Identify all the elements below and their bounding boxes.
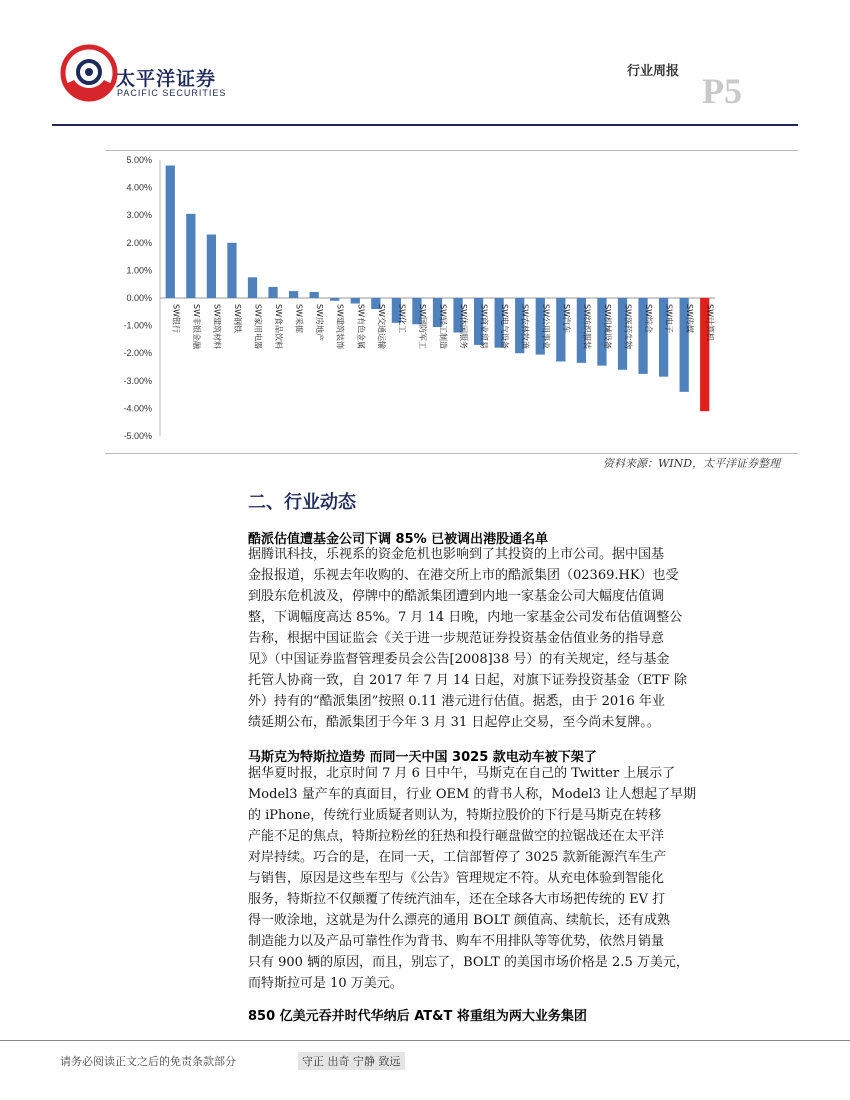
- news-line: 与销售，原因是这些车型与《公告》管理规定不符。从充电体验到智能化: [248, 871, 665, 886]
- x-category-label: SW有色金属: [356, 304, 366, 349]
- x-category-label: SW计算机: [705, 304, 715, 341]
- bar: [310, 292, 319, 298]
- bar: [186, 214, 195, 298]
- news-line: 外）持有的“酷派集团”按照 0.11 港元进行估值。据悉，由于 2016 年业: [248, 694, 665, 709]
- news-body-2: [248, 763, 793, 994]
- news-line: 据腾讯科技，乐视系的资金危机也影响到了其投资的上市公司。据中国基: [248, 547, 665, 562]
- footer-rule: [0, 1040, 850, 1041]
- x-category-label: SW化工: [397, 304, 407, 333]
- x-category-label: SW电子: [664, 304, 674, 333]
- x-category-label: SW纺织服装: [582, 304, 592, 349]
- x-category-label: SW商业贸易: [479, 304, 489, 349]
- x-category-label: SW公用事业: [541, 304, 551, 349]
- y-tick-label: 1.00%: [126, 265, 152, 276]
- news-line: 据华夏时报，北京时间 7 月 6 日中午，马斯克在自己的 Twitter 上展示了: [248, 766, 676, 781]
- news-line: 托管人协商一致，自 2017 年 7 月 14 日起，对旗下证券投资基金（ETF 除: [248, 673, 688, 688]
- source-note: 资料来源：WIND，太平洋证券整理: [603, 457, 781, 470]
- x-category-label: SW家用电器: [253, 304, 263, 349]
- news-line: 整，下调幅度高达 85%。7 月 14 日晚，内地一家基金公司发布估值调整公: [248, 610, 683, 625]
- x-category-label: SW农林牧渔: [520, 304, 530, 349]
- company-logo: [60, 44, 230, 104]
- y-tick-label: -5.00%: [123, 431, 152, 441]
- x-category-label: SW食品饮料: [274, 304, 284, 349]
- x-category-label: SW综合: [644, 304, 654, 333]
- header-rule: [52, 124, 798, 126]
- news-line: 见》（中国证券监督管理委员会公告[2008]38 号）的有关规定，经与基金: [248, 652, 670, 667]
- chart-top-rule: [105, 150, 798, 151]
- bar: [268, 287, 277, 298]
- y-tick-label: -2.00%: [123, 348, 152, 359]
- x-category-label: SW国防军工: [417, 304, 427, 349]
- news-line: 的 iPhone，传统行业质疑者则认为，特斯拉股价的下行是马斯克在转移: [248, 808, 662, 823]
- x-category-label: SW建筑装饰: [335, 304, 345, 349]
- news-title-2: 马斯克为特斯拉造势 而同一天中国 3025 款电动车被下架了: [248, 750, 597, 765]
- x-category-label: SW休闲服务: [459, 304, 469, 349]
- x-category-label: SW银行: [171, 304, 181, 333]
- x-category-label: SW钢铁: [232, 304, 242, 333]
- logo-name-en: PACIFIC SECURITIES: [117, 88, 227, 98]
- news-line: 服务，特斯拉不仅颠覆了传统汽油车，还在全球各大市场把传统的 EV 打: [248, 892, 666, 907]
- y-tick-label: 3.00%: [126, 210, 152, 221]
- report-type: 行业周报: [627, 64, 680, 79]
- industry-return-bar-chart: [105, 152, 798, 452]
- y-tick-label: 4.00%: [126, 182, 152, 193]
- section-title: 二、行业动态: [248, 492, 356, 513]
- x-category-label: SW电气设备: [500, 304, 510, 349]
- page-number: P5: [702, 71, 742, 111]
- news-title-3: 850 亿美元吞并时代华纳后 AT&T 将重组为两大业务集团: [248, 1009, 587, 1024]
- x-category-label: SW建筑材料: [212, 304, 222, 349]
- news-title-1: 酷派估值遭基金公司下调 85% 已被调出港股通名单: [248, 532, 549, 547]
- bar: [248, 277, 257, 298]
- news-line: 产能不足的焦点，特斯拉粉丝的狂热和投行砸盘做空的拉锯战还在太平洋: [248, 829, 665, 844]
- x-category-label: SW非银金融: [191, 304, 201, 349]
- y-tick-label: 2.00%: [126, 237, 152, 248]
- y-tick-label: -1.00%: [123, 320, 152, 331]
- x-category-label: SW医药生物: [623, 304, 633, 349]
- news-line: Model3 量产车的真面目，行业 OEM 的背书人称，Model3 让人想起了早期: [248, 787, 697, 802]
- y-tick-label: 0.00%: [126, 293, 152, 303]
- bar: [166, 166, 175, 298]
- x-category-label: SW机械设备: [602, 304, 612, 349]
- logo-name-cn: 太平洋证券: [116, 68, 217, 90]
- news-line: 得一败涂地，这就是为什么漂亮的通用 BOLT 颜值高、续航长，还有成熟: [248, 913, 670, 928]
- logo-emblem-icon: [60, 44, 118, 102]
- news-line: 只有 900 辆的原因，而且，别忘了，BOLT 的美国市场价格是 2.5 万美元，: [248, 955, 689, 970]
- news-line: 制造能力以及产品可靠性作为背书、购车不用排队等等优势，依然月销量: [248, 934, 665, 949]
- footer-motto: 守正 出奇 宁静 致远: [298, 1052, 405, 1070]
- bar: [207, 235, 216, 298]
- y-tick-label: -3.00%: [123, 375, 152, 386]
- x-category-label: SW传媒: [685, 304, 695, 333]
- footer-disclaimer: 请务必阅读正文之后的免责条款部分: [60, 1055, 236, 1068]
- bar: [351, 298, 360, 304]
- x-category-label: SW房地产: [315, 304, 325, 341]
- news-line: 而特斯拉可是 10 万美元。: [248, 976, 403, 991]
- y-tick-label: -4.00%: [123, 403, 152, 414]
- x-category-label: SW交通运输: [376, 304, 386, 349]
- bar: [330, 298, 339, 301]
- news-line: 绩延期公布，酷派集团于今年 3 月 31 日起停止交易，至今尚未复牌。。: [248, 715, 660, 730]
- news-line: 金报报道，乐视去年收购的、在港交所上市的酷派集团（02369.HK）也受: [248, 568, 679, 583]
- x-category-label: SW轻工制造: [438, 304, 448, 349]
- y-tick-label: 5.00%: [126, 155, 152, 165]
- news-line: 对岸持续。巧合的是，在同一天，工信部暂停了 3025 款新能源汽车生产: [248, 850, 667, 865]
- bar: [289, 291, 298, 298]
- chart-bottom-rule: [105, 453, 798, 454]
- bar: [227, 243, 236, 298]
- news-body-1: [248, 544, 793, 733]
- x-category-label: SW汽车: [561, 304, 571, 333]
- news-line: 告称，根据中国证监会《关于进一步规范证券投资基金估值业务的指导意: [248, 631, 665, 646]
- news-line: 到股东危机波及，停牌中的酷派集团遭到内地一家基金公司大幅度估值调: [248, 589, 665, 604]
- x-category-label: SW采掘: [294, 304, 304, 333]
